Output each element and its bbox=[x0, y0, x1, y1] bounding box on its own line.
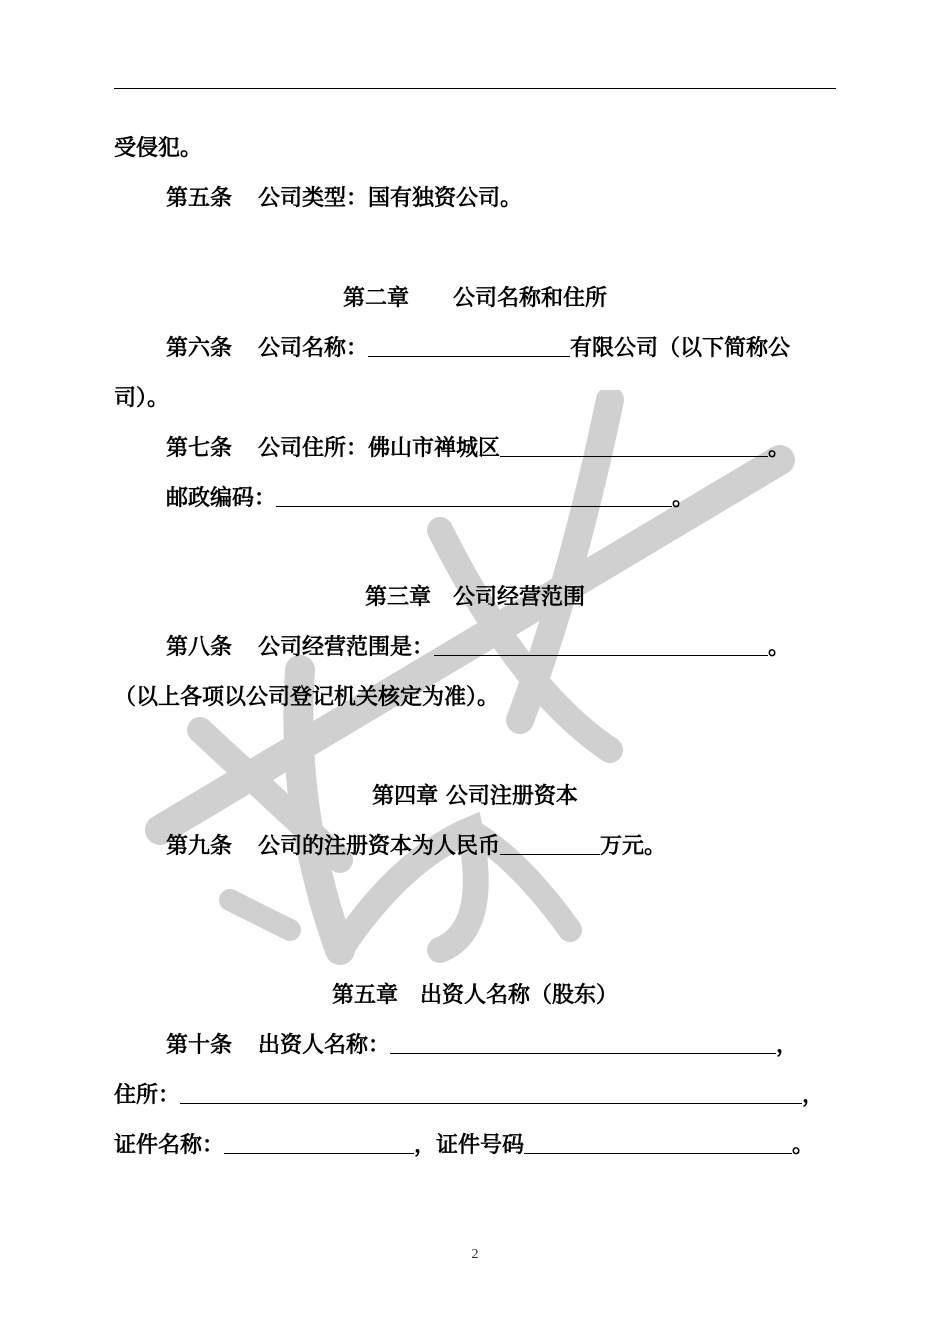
article-10: 第十条 出资人名称： ， bbox=[166, 1033, 799, 1058]
article-6: 第六条 公司名称： 有限公司（以下简称公 bbox=[166, 336, 791, 361]
article-9: 第九条 公司的注册资本为人民币 万元。 bbox=[166, 834, 667, 859]
chapter-4-heading: 第四章 公司注册资本 bbox=[372, 784, 578, 809]
article-7: 第七条 公司住所：佛山市禅城区 。 bbox=[166, 436, 791, 461]
article-5: 第五条 公司类型：国有独资公司。 bbox=[166, 186, 523, 211]
registered-capital-blank[interactable] bbox=[500, 832, 600, 855]
chapter-5-heading: 第五章 出资人名称（股东） bbox=[331, 983, 618, 1008]
page-number: 2 bbox=[471, 1247, 479, 1262]
header-rule bbox=[114, 88, 836, 89]
chapter-3-heading: 第三章 公司经营范围 bbox=[364, 585, 585, 610]
address-blank[interactable] bbox=[500, 434, 768, 457]
chapter-2-heading: 第二章 公司名称和住所 bbox=[342, 286, 607, 311]
certificate-number-blank[interactable] bbox=[524, 1131, 792, 1154]
text-line: （以上各项以公司登记机关核定为准）。 bbox=[114, 685, 500, 710]
postal-code-blank[interactable] bbox=[276, 484, 672, 507]
company-name-blank[interactable] bbox=[368, 334, 570, 357]
watermark-stroke bbox=[230, 900, 290, 930]
business-scope-blank[interactable] bbox=[434, 633, 768, 656]
certificate-name-blank[interactable] bbox=[224, 1131, 414, 1154]
article-8: 第八条 公司经营范围是： 。 bbox=[166, 635, 791, 660]
text-line: 司）。 bbox=[114, 386, 170, 411]
investor-name-blank[interactable] bbox=[390, 1031, 776, 1054]
investor-address-blank[interactable] bbox=[180, 1081, 802, 1104]
postal-code-line: 邮政编码： 。 bbox=[166, 486, 695, 511]
investor-address-line: 住所： ， bbox=[114, 1083, 825, 1108]
text-line: 受侵犯。 bbox=[114, 136, 203, 161]
certificate-line: 证件名称： ，证件号码 。 bbox=[114, 1133, 815, 1158]
